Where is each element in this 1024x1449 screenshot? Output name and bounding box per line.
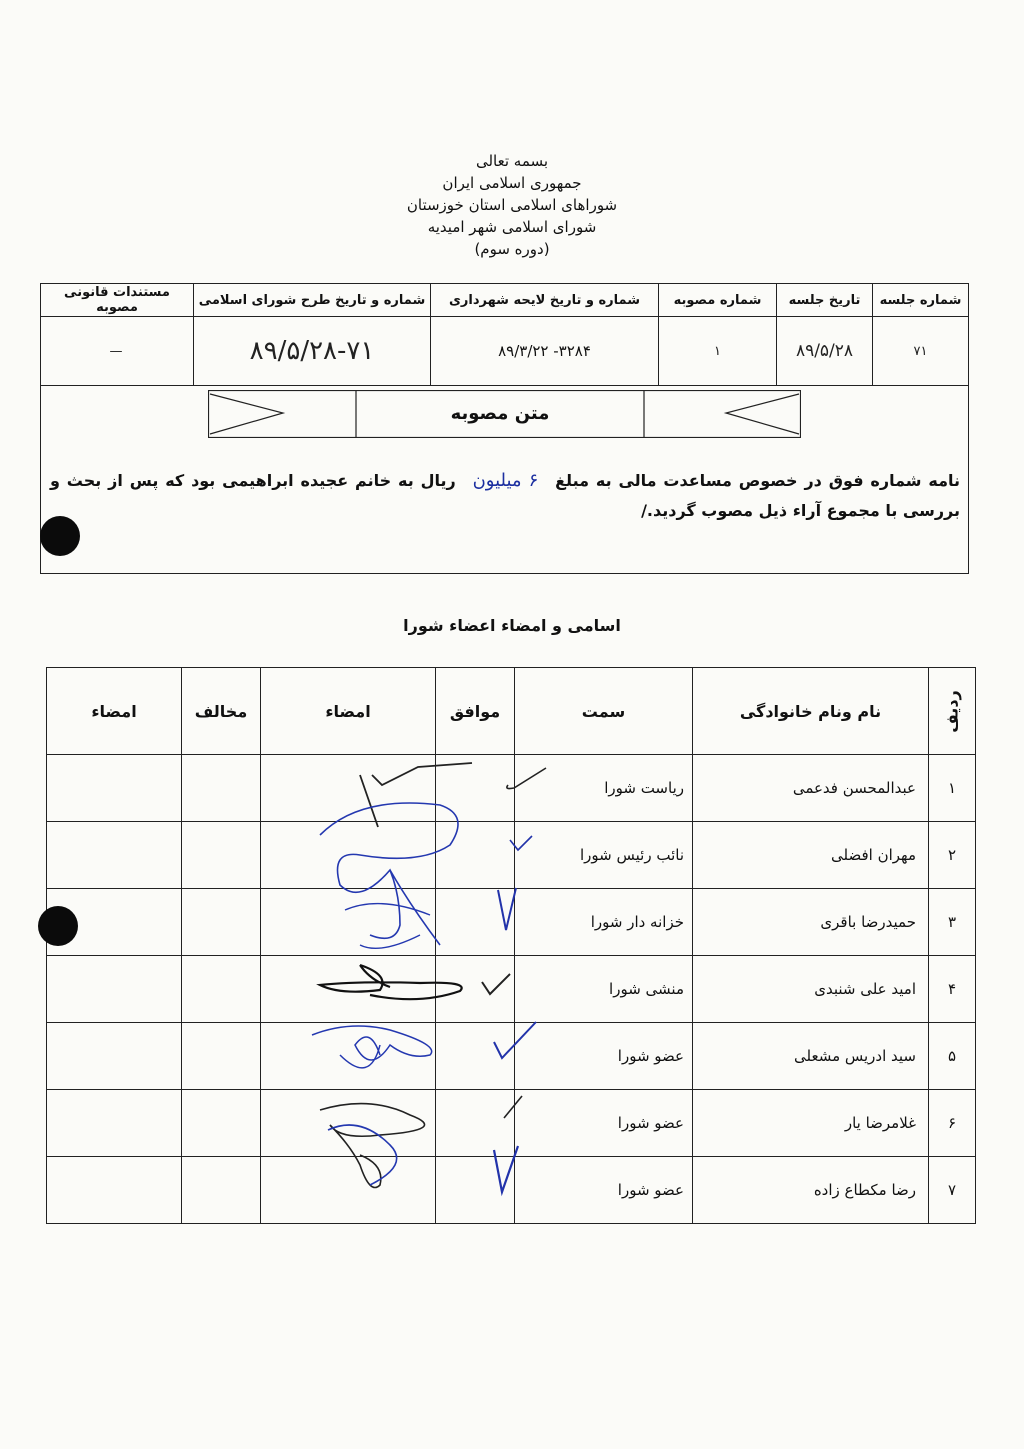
signature-cell [47, 755, 182, 822]
signature-cell [47, 1090, 182, 1157]
header-session-number: شماره جلسه [873, 284, 969, 317]
header-oppose: مخالف [182, 668, 261, 755]
header-resolution-number: شماره مصوبه [659, 284, 777, 317]
oppose-cell [182, 889, 261, 956]
member-role: عضو شورا [515, 1157, 693, 1224]
member-name: سید ادریس مشعلی [693, 1023, 929, 1090]
row-index: ۶ [929, 1090, 976, 1157]
member-role: عضو شورا [515, 1023, 693, 1090]
header-agree-signature: امضاء [261, 668, 436, 755]
member-role: عضو شورا [515, 1090, 693, 1157]
resolution-body [50, 466, 960, 526]
oppose-cell [182, 755, 261, 822]
row-index: ۱ [929, 755, 976, 822]
session-date: ۸۹/۵/۲۸ [777, 317, 873, 386]
member-role: ریاست شورا [515, 755, 693, 822]
row-index: ۳ [929, 889, 976, 956]
header-agree: موافق [436, 668, 515, 755]
signature-cell [47, 822, 182, 889]
header-municipal-bill: شماره و تاریخ لایحه شهرداری [431, 284, 659, 317]
session-number: ۷۱ [873, 317, 969, 386]
member-name: امید علی شنبدی [693, 956, 929, 1023]
member-name: رضا مکطاع زاده [693, 1157, 929, 1224]
row-index: ۴ [929, 956, 976, 1023]
signature-cell [47, 1023, 182, 1090]
letterhead-line: شورای اسلامی شهر امیدیه [427, 218, 597, 236]
header-council-plan: شماره و تاریخ طرح شورای اسلامی [194, 284, 431, 317]
letterhead-line: (دوره سوم) [474, 240, 550, 258]
members-title: اسامی و امضاء اعضاء شورا [403, 616, 621, 635]
resolution-info-table [40, 283, 969, 386]
row-index: ۷ [929, 1157, 976, 1224]
body-after-amount: ریال به خانم عجیده ابراهیمی بود که پس از بحث و بررسی با مجموع آراء ذیل مصوب گردید./ [50, 471, 960, 520]
resolution-title: متن مصوبه [450, 403, 550, 424]
header-role: سمت [515, 668, 693, 755]
oppose-cell [182, 956, 261, 1023]
punch-hole-mark [40, 516, 80, 556]
oppose-cell [182, 822, 261, 889]
municipal-bill: ۸۹/۳/۲۲ -۳۲۸۴ [431, 317, 659, 386]
header-name: نام ونام خانوادگی [693, 668, 929, 755]
header-row-index: ردیف [929, 668, 976, 755]
member-role: منشی شورا [515, 956, 693, 1023]
letterhead-line: بسمه تعالی [475, 152, 549, 170]
letterhead-line: جمهوری اسلامی ایران [442, 174, 582, 192]
header-legal-basis: مستندات قانونی مصوبه [41, 284, 194, 317]
member-name: مهران افضلی [693, 822, 929, 889]
legal-basis: — [41, 317, 194, 386]
member-name: حمیدرضا باقری [693, 889, 929, 956]
body-before-amount: نامه شماره فوق در خصوص مساعدت مالی به مبلغ [555, 471, 961, 490]
signature-cell [47, 956, 182, 1023]
resolution-number: ۱ [659, 317, 777, 386]
signature-cell [47, 1157, 182, 1224]
oppose-cell [182, 1023, 261, 1090]
punch-hole-mark [38, 906, 78, 946]
member-signatures [300, 755, 470, 1205]
row-index: ۵ [929, 1023, 976, 1090]
member-role: خزانه دار شورا [515, 889, 693, 956]
header-session-date: تاریخ جلسه [777, 284, 873, 317]
oppose-cell [182, 1157, 261, 1224]
oppose-cell [182, 1090, 261, 1157]
member-name: غلامرضا یار [693, 1090, 929, 1157]
amount-handwritten: ۶ میلیون [472, 470, 539, 491]
member-name: عبدالمحسن فدعمی [693, 755, 929, 822]
letterhead-line: شوراهای اسلامی استان خوزستان [406, 196, 618, 214]
agree-checkmarks [470, 760, 550, 1200]
member-role: نائب رئیس شورا [515, 822, 693, 889]
council-plan: ۸۹/۵/۲۸-۷۱ [194, 317, 431, 386]
row-index: ۲ [929, 822, 976, 889]
header-oppose-signature: امضاء [47, 668, 182, 755]
letterhead [312, 150, 712, 260]
